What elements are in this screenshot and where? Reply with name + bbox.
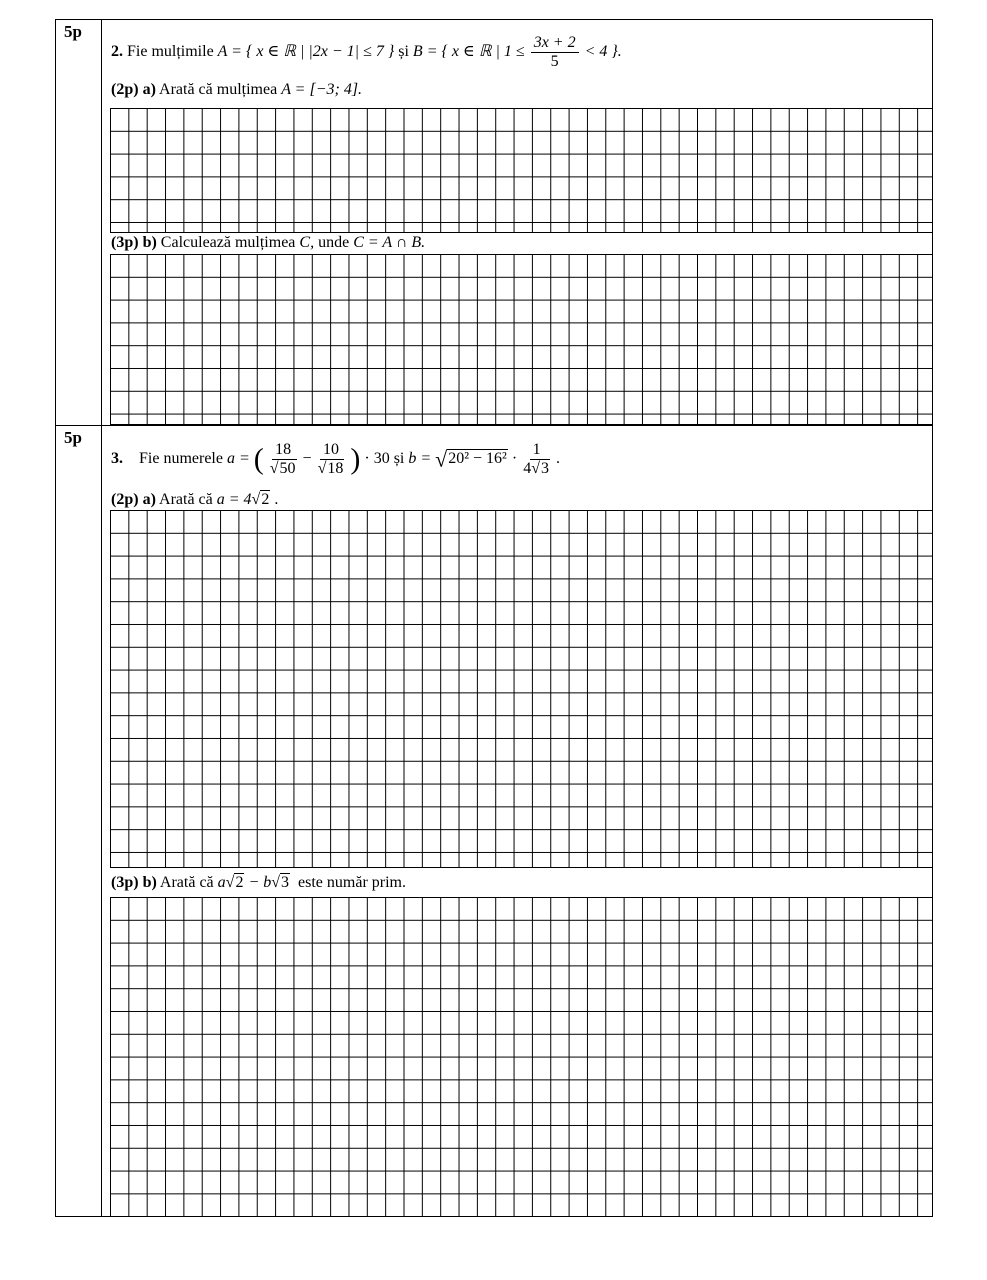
q3-fraction-3-coef: 4 xyxy=(523,460,532,477)
q3-fraction-1-denominator: √50 xyxy=(269,460,296,477)
q3-b-root: √20² − 16² xyxy=(435,446,507,472)
q2-part-b-text: Calculează mulțimea xyxy=(160,234,296,251)
points-q2: 5p xyxy=(64,22,82,41)
q3-minus: − xyxy=(302,450,312,468)
q3-end: . xyxy=(555,450,560,468)
q2-part-b-math: C = A ∩ B. xyxy=(353,234,426,251)
q3-fraction-3-radicand: 3 xyxy=(540,460,549,477)
answer-grid-q2a[interactable] xyxy=(110,108,933,233)
q3-part-b-a: a xyxy=(217,874,226,891)
q3-fraction-2-radicand: 18 xyxy=(327,460,344,477)
points-q3: 5p xyxy=(64,428,82,447)
q3-part-b-root-2: √3 xyxy=(271,874,290,891)
points-column-divider xyxy=(101,19,102,1217)
q2-part-b-points: (3p) xyxy=(111,234,139,251)
section-divider xyxy=(55,425,933,426)
q2-fraction-numerator: 3x + 2 xyxy=(531,34,579,53)
q3-part-b-end: este număr prim. xyxy=(298,874,406,891)
q3-b-equals: b = xyxy=(408,450,432,468)
q2-intro: Fie mulțimile xyxy=(127,43,214,61)
q3-part-a-math-lhs: a = 4 xyxy=(216,491,252,508)
q2-part-b-set-c: C, xyxy=(299,234,315,251)
q3-number: 3. xyxy=(111,450,123,468)
q3-part-a-label: a) xyxy=(142,491,156,508)
answer-grid-q2b[interactable] xyxy=(110,254,933,425)
q3-fraction-2-denominator: √18 xyxy=(317,460,344,477)
q3-fraction-2-numerator: 10 xyxy=(320,441,342,460)
q2-conjunction: și xyxy=(398,43,409,61)
q3-a-equals: a = xyxy=(226,450,250,468)
q2-part-b-unde: unde xyxy=(318,234,350,251)
q3-fraction-1 xyxy=(270,441,297,478)
frame-top xyxy=(55,19,933,20)
q3-fraction-3 xyxy=(523,441,550,478)
q3-part-a-text: Arată că xyxy=(159,491,213,508)
q3-fraction-2 xyxy=(318,441,345,478)
q3-right-paren: ) xyxy=(350,442,361,476)
answer-grid-q3b[interactable] xyxy=(110,897,933,1217)
q2-number: 2. xyxy=(111,43,123,61)
q2-set-a-definition: A = { x ∈ ℝ | |2x − 1| ≤ 7 } xyxy=(217,43,395,61)
q3-part-b-text: Arată că xyxy=(159,874,214,891)
q2-part-b-label: b) xyxy=(142,234,157,251)
q3-part-b-points: (3p) xyxy=(111,874,139,891)
q3-fraction-1-numerator: 18 xyxy=(272,441,294,460)
q2-part-a-math: A = [−3; 4]. xyxy=(281,81,363,98)
q3-conjunction: și xyxy=(393,450,405,468)
q3-intro: Fie numerele xyxy=(139,450,223,468)
q3-part-a-end: . xyxy=(274,491,279,508)
q2-part-a-text: Arată că mulțimea xyxy=(159,81,278,98)
q3-part-b-root-1: √2 xyxy=(225,874,244,891)
q3-fraction-3-denominator: 4√3 xyxy=(523,460,549,477)
q3-part-a-points: (2p) xyxy=(111,491,139,508)
q2-part-b-prompt xyxy=(111,233,425,253)
q3-part-b-prompt xyxy=(111,873,406,893)
q2-set-b-lhs: B = { x ∈ ℝ | 1 ≤ xyxy=(412,43,525,61)
q2-set-b-rhs: < 4 }. xyxy=(584,43,622,61)
q3-part-b-radicand-1: 2 xyxy=(235,874,244,891)
frame-left xyxy=(55,19,56,1217)
q3-part-b-radicand-2: 3 xyxy=(281,874,290,891)
q2-part-a-points: (2p) xyxy=(111,81,139,98)
q3-dot: · xyxy=(511,450,518,468)
q3-part-a-radicand: 2 xyxy=(261,491,270,508)
q3-part-b-minus-b: − b xyxy=(248,874,272,891)
q2-part-a-prompt xyxy=(111,80,362,100)
q2-part-a-label: a) xyxy=(142,81,156,98)
q3-part-a-root: √2 xyxy=(251,491,270,508)
q3-fraction-1-radicand: 50 xyxy=(279,460,296,477)
q3-left-paren: ( xyxy=(253,442,264,476)
q2-fraction-denominator: 5 xyxy=(550,53,559,70)
q3-b-radicand: 20² − 16² xyxy=(448,450,507,468)
q2-statement xyxy=(111,34,622,71)
q2-fraction xyxy=(531,34,579,71)
q3-statement xyxy=(111,441,560,478)
q3-fraction-3-numerator: 1 xyxy=(530,441,544,460)
answer-grid-q3a[interactable] xyxy=(110,510,933,868)
q3-part-a-prompt xyxy=(111,490,278,510)
q3-times-30: · 30 xyxy=(364,450,390,468)
q3-part-b-label: b) xyxy=(142,874,157,891)
